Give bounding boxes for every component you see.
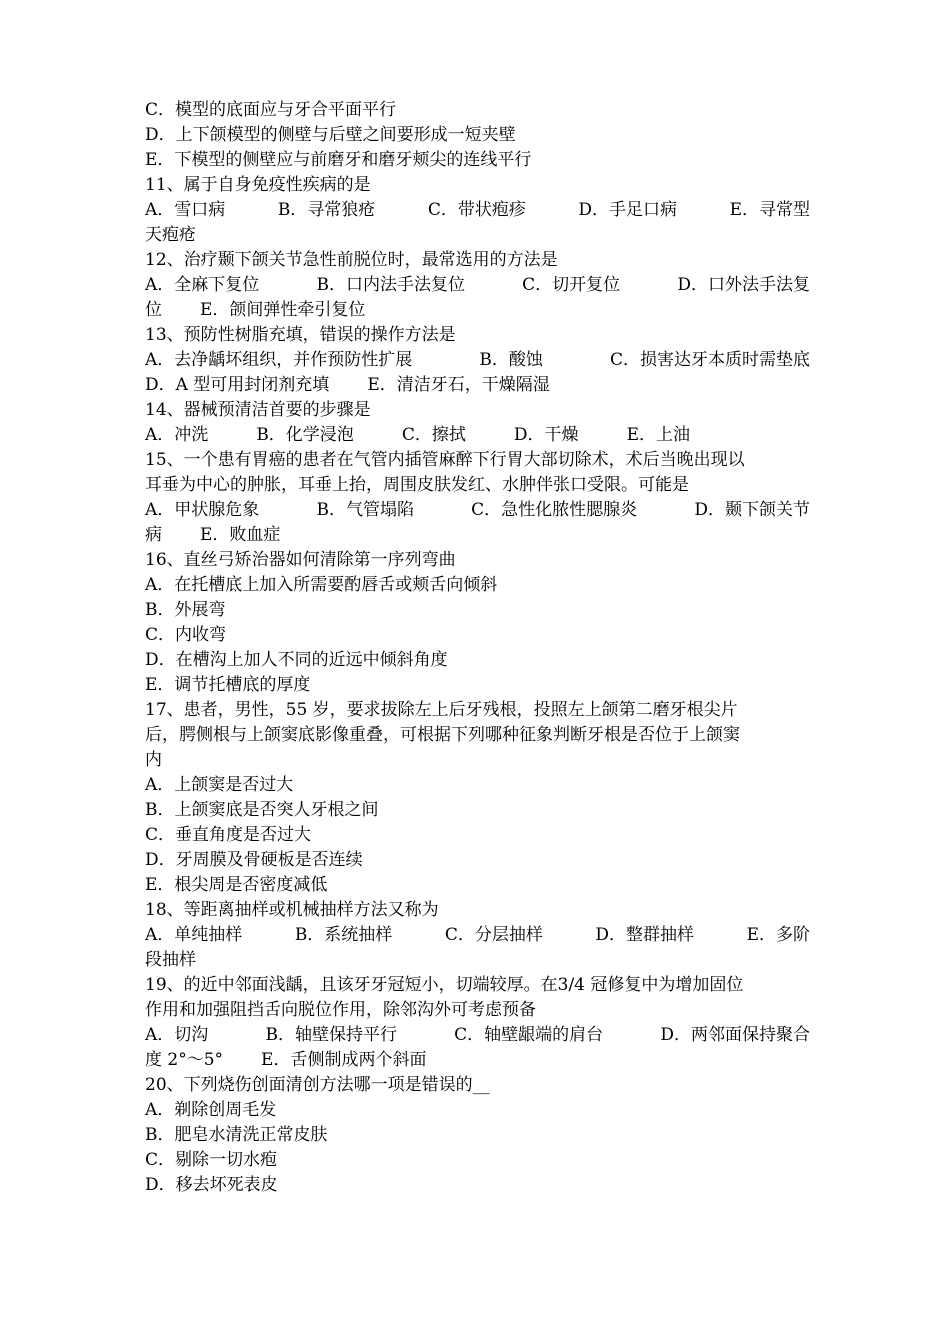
option-b: B．系统抽样 xyxy=(294,925,393,945)
option-c: C．剔除一切水疱 xyxy=(145,1150,278,1170)
question-stem: 19、的近中邻面浅龋，且该牙牙冠短小，切端较厚。在3/4 冠修复中为增加固位 xyxy=(145,975,744,995)
question-stem: 11、属于自身免疫性疾病的是 xyxy=(145,175,371,195)
option-b: B．酸蚀 xyxy=(479,350,543,370)
options-row xyxy=(145,348,810,373)
option-a: A．单纯抽样 xyxy=(145,925,243,945)
option-continuation: 天疱疮 xyxy=(145,225,196,245)
option-b: B．寻常狼疮 xyxy=(277,200,376,220)
option-d: D．牙周膜及骨硬板是否连续 xyxy=(145,850,363,870)
options-row xyxy=(145,198,810,223)
option-b: B．口内法手法复位 xyxy=(316,275,465,295)
document-body xyxy=(145,98,810,1198)
options-row xyxy=(145,1023,810,1048)
option-c: C．损害达牙本质时需垫底 xyxy=(609,350,810,370)
options-row xyxy=(145,923,810,948)
question-stem: 13、预防性树脂充填，错误的操作方法是 xyxy=(145,325,456,345)
option-c: C．带状疱疹 xyxy=(427,200,526,220)
option-continuation: 位 xyxy=(145,300,162,320)
option-a: A．去净龋坏组织，并作预防性扩展 xyxy=(145,350,413,370)
option-d: D．颞下颌关节 xyxy=(694,500,810,520)
question-stem-continued: 作用和加强阻挡舌向脱位作用，除邻沟外可考虑预备 xyxy=(145,1000,536,1020)
option-d: D．整群抽样 xyxy=(595,925,695,945)
option-continuation: 度 2°～5° xyxy=(145,1050,224,1070)
option-d: D．在槽沟上加人不同的近远中倾斜角度 xyxy=(145,650,448,670)
question-stem: 16、直丝弓矫治器如何清除第一序列弯曲 xyxy=(145,550,456,570)
option-c: C．垂直角度是否过大 xyxy=(145,825,312,845)
option-b: B．肥皂水清洗正常皮肤 xyxy=(145,1125,328,1145)
option-e: E．上油 xyxy=(626,425,690,445)
option-a: A．冲洗 xyxy=(145,425,209,445)
option-a: A．甲状腺危象 xyxy=(145,500,260,520)
option-c: C．分层抽样 xyxy=(444,925,543,945)
option-a: A．剃除创周毛发 xyxy=(145,1100,277,1120)
question-stem: 17、患者，男性，55 岁，要求拔除左上后牙残根，投照左上颌第二磨牙根尖片 xyxy=(145,700,738,720)
option-c: C．轴壁龈端的肩台 xyxy=(454,1025,604,1045)
option-e: E．根尖周是否密度减低 xyxy=(145,875,328,895)
option-c: C．切开复位 xyxy=(522,275,621,295)
option-b: B．轴壁保持平行 xyxy=(265,1025,397,1045)
options-row xyxy=(145,523,810,548)
option-d: D．干燥 xyxy=(513,425,579,445)
option-e: E．调节托槽底的厚度 xyxy=(145,675,311,695)
option-a: A．全麻下复位 xyxy=(145,275,260,295)
options-row xyxy=(145,498,810,523)
question-stem: 14、器械预清洁首要的步骤是 xyxy=(145,400,371,420)
options-row xyxy=(145,273,810,298)
option-e: E．败血症 xyxy=(200,525,281,545)
option-c: C．急性化脓性腮腺炎 xyxy=(471,500,638,520)
option-d: D．两邻面保持聚合 xyxy=(660,1025,810,1045)
option-continuation: 段抽样 xyxy=(145,950,196,970)
option-c: C．擦拭 xyxy=(401,425,466,445)
option-e: E．寻常型 xyxy=(729,200,810,220)
question-stem-continued: 内 xyxy=(145,750,162,770)
option-d: D．A 型可用封闭剂充填 xyxy=(145,375,330,395)
option-b: B．化学浸泡 xyxy=(256,425,354,445)
option-d: D．口外法手法复 xyxy=(677,275,810,295)
option-b: B．上颌窦底是否突人牙根之间 xyxy=(145,800,379,820)
option-a: A．切沟 xyxy=(145,1025,209,1045)
option-line: C．模型的底面应与牙合平面平行 xyxy=(145,100,397,120)
question-stem: 12、治疗颞下颌关节急性前脱位时，最常选用的方法是 xyxy=(145,250,558,270)
question-stem-continued: 后，腭侧根与上颌窦底影像重叠，可根据下列哪种征象判断牙根是否位于上颌窦 xyxy=(145,725,740,745)
option-a: A．上颌窦是否过大 xyxy=(145,775,294,795)
option-b: B．气管塌陷 xyxy=(316,500,414,520)
question-stem-continued: 耳垂为中心的肿胀，耳垂上抬，周围皮肤发红、水肿伴张口受限。可能是 xyxy=(145,475,689,495)
options-row xyxy=(145,1048,810,1073)
options-row xyxy=(145,423,690,448)
option-line: D．上下颌模型的侧壁与后壁之间要形成一短夹壁 xyxy=(145,125,516,145)
option-b: B．外展弯 xyxy=(145,600,226,620)
option-continuation: 病 xyxy=(145,525,162,545)
options-row xyxy=(145,298,810,323)
option-e: E．清洁牙石，干燥隔湿 xyxy=(367,375,550,395)
option-d: D．移去坏死表皮 xyxy=(145,1175,278,1195)
question-stem: 20、下列烧伤创面清创方法哪一项是错误的__ xyxy=(145,1075,490,1095)
option-e: E．多阶 xyxy=(746,925,810,945)
option-c: C．内收弯 xyxy=(145,625,227,645)
question-stem: 15、一个患有胃癌的患者在气管内插管麻醉下行胃大部切除术，术后当晚出现以 xyxy=(145,450,745,470)
option-a: A．在托槽底上加入所需要酌唇舌或颊舌向倾斜 xyxy=(145,575,498,595)
option-a: A．雪口病 xyxy=(145,200,226,220)
options-row xyxy=(145,373,810,398)
option-line: E．下模型的侧壁应与前磨牙和磨牙颊尖的连线平行 xyxy=(145,150,532,170)
option-d: D．手足口病 xyxy=(578,200,678,220)
option-e: E．舌侧制成两个斜面 xyxy=(261,1050,427,1070)
option-e: E．颌间弹性牵引复位 xyxy=(200,300,366,320)
question-stem: 18、等距离抽样或机械抽样方法又称为 xyxy=(145,900,439,920)
